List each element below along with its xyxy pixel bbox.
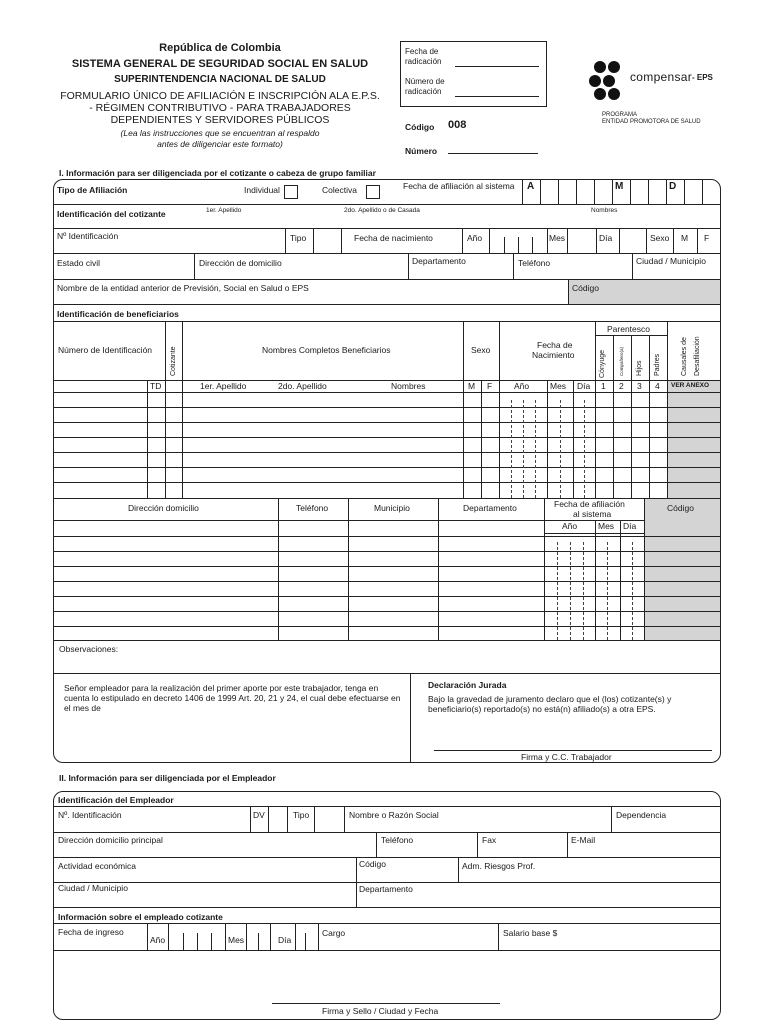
segundo-apellido-label: 2do. Apellido o de Casada <box>344 207 420 214</box>
emp-dia-label: Día <box>278 935 292 945</box>
emp-fax-label: Fax <box>482 835 497 845</box>
ben-padres-label: Padres <box>654 353 661 376</box>
declaracion-text: Bajo la gravedad de juramento declaro que el (los) cotizante(s) y beneficiario(s) reportado(s) no está(n) afiliado(s) a otra EPS. <box>428 694 672 714</box>
emp-email-label: E-Mail <box>571 835 596 845</box>
ben-apellido2-label: 2do. Apellido <box>278 381 327 391</box>
sexo-m-label: M <box>681 233 689 243</box>
primer-apellido-label: 1er. Apellido <box>206 207 242 214</box>
ben-p2-label: 2 <box>619 381 624 391</box>
ben-causales-label: Causales de <box>681 337 688 376</box>
colectiva-label: Colectiva <box>322 185 357 195</box>
logo-entidad: ENTIDAD PROMOTORA DE SALUD <box>602 119 701 125</box>
beneficiarios-title: Identificación de beneficiarios <box>57 309 179 319</box>
tipo-afiliacion-label: Tipo de Afiliación <box>57 185 128 195</box>
section-2-title: II. Información para ser diligenciada por el Empleador <box>59 773 276 783</box>
ben-m-label: M <box>468 381 476 391</box>
fecha-mes-m: M <box>615 181 624 192</box>
telefono-label: Teléfono <box>518 258 551 268</box>
emp-num-identificacion-label: Nº. Identificación <box>58 810 122 820</box>
ben-nombres-label: Nombres <box>391 381 426 391</box>
form-title-line-3: DEPENDIENTES Y SERVIDORES PÚBLICOS <box>110 114 330 126</box>
logo-suffix: - EPS <box>692 73 713 82</box>
ben-f-label: F <box>487 381 493 391</box>
emp-dv-label: DV <box>253 810 265 820</box>
individual-checkbox[interactable] <box>284 185 298 199</box>
fecha-anio-a: A <box>527 181 535 192</box>
ben-telefono-label: Teléfono <box>296 503 329 513</box>
info-empleado-label: Información sobre el empleado cotizante <box>58 912 223 922</box>
firma-trabajador-label: Firma y C.C. Trabajador <box>521 752 612 762</box>
dia-label: Día <box>599 233 613 243</box>
ben-afil-mes-label: Mes <box>598 521 615 531</box>
numero-radicacion-label-1: Número de <box>405 77 445 86</box>
firma-sello-label: Firma y Sello / Ciudad y Fecha <box>322 1006 439 1016</box>
observaciones-label[interactable]: Observaciones: <box>59 644 119 654</box>
section-1-frame <box>53 179 721 763</box>
ben-nombres-completos-label: Nombres Completos Beneficiarios <box>262 345 391 355</box>
section-1-title: I. Información para ser diligenciada por el cotizante o cabeza de grupo familiar <box>59 168 376 178</box>
sexo-f-label: F <box>704 233 710 243</box>
section-2-frame <box>53 791 721 1020</box>
ben-fecha-nacimiento-label-1: Fecha de <box>537 340 573 350</box>
ben-fecha-afiliacion-label-1: Fecha de afiliación <box>554 499 625 509</box>
ben-afil-dia-label: Día <box>623 521 637 531</box>
emp-actividad-economica-label: Actividad económica <box>58 861 136 871</box>
ben-numero-identificacion-label: Número de Identificación <box>58 345 153 355</box>
ben-apellido1-label: 1er. Apellido <box>200 381 247 391</box>
mes-label: Mes <box>549 233 566 243</box>
emp-dependencia-label: Dependencia <box>616 810 667 820</box>
nombres-label: Nombres <box>591 207 618 214</box>
ben-hijos-label: Hijos <box>636 360 643 376</box>
ben-direccion-domicilio-label: Dirección domicilio <box>128 503 199 513</box>
form-title-line-2: - RÉGIMEN CONTRIBUTIVO - PARA TRABAJADORES <box>89 102 351 114</box>
fecha-radicacion-label-1: Fecha de <box>405 47 439 56</box>
logo-programa: PROGRAMA <box>602 112 638 118</box>
form-title-line-1: FORMULARIO ÚNICO DE AFILIACIÓN E INSCRIPCIÓN ALA E.P.S. <box>60 90 380 102</box>
estado-civil-label: Estado civil <box>57 258 100 268</box>
ben-desafiliacion-label: Desafiliación <box>694 336 701 376</box>
emp-codigo-label: Código <box>359 859 386 869</box>
ben-conyuge-label: Cónyuge <box>599 349 606 378</box>
ben-td-label: TD <box>150 381 162 391</box>
ben-dia-label: Día <box>577 381 591 391</box>
system-title: SISTEMA GENERAL DE SEGURIDAD SOCIAL EN SALUD <box>71 58 369 70</box>
emp-telefono-label: Teléfono <box>381 835 414 845</box>
ben-p1-label: 1 <box>601 381 606 391</box>
emp-salario-base-label: Salario base $ <box>503 928 558 938</box>
ciudad-municipio-label: Ciudad / Municipio <box>636 256 706 266</box>
tipo-label: Tipo <box>290 233 307 243</box>
emp-direccion-principal-label: Dirección domicilio principal <box>58 835 163 845</box>
ben-departamento-label: Departamento <box>463 503 517 513</box>
ben-p4-label: 4 <box>655 381 660 391</box>
direccion-domicilio-label: Dirección de domicilio <box>199 258 282 268</box>
ben-anio-label: Año <box>514 381 530 391</box>
ben-ver-anexo-label[interactable]: VER ANEXO <box>671 382 710 389</box>
ben-fecha-nacimiento-label-2: Nacimiento <box>532 350 575 360</box>
fecha-radicacion-label-2: radicación <box>405 57 442 66</box>
emp-tipo-label: Tipo <box>293 810 310 820</box>
fecha-nacimiento-label: Fecha de nacimiento <box>354 233 433 243</box>
sexo-label: Sexo <box>650 233 670 243</box>
empleador-note: Señor empleador para la realización del primer aporte por este trabajador, tenga en cuenta lo estipulado en decreto 1406 de 1999 Art. 20, 21 y 24, el cual debe efectuarse en el mes de <box>64 683 401 713</box>
ben-companero-label: Compañero(a) <box>619 346 624 376</box>
identificacion-empleador-label: Identificación del Empleador <box>58 795 174 805</box>
emp-ciudad-municipio-label: Ciudad / Municipio <box>58 883 128 893</box>
declaracion-title: Declaración Jurada <box>428 680 507 690</box>
ben-codigo-label: Código <box>667 503 694 513</box>
ben-fecha-afiliacion-label-2: al sistema <box>573 509 612 519</box>
ben-sexo-label: Sexo <box>471 345 491 355</box>
codigo-entidad-label: Código <box>572 283 599 293</box>
numero-line[interactable] <box>448 153 538 154</box>
entidad-anterior-label: Nombre de la entidad anterior de Previsión, Social en Salud o EPS <box>57 283 309 293</box>
emp-anio-label: Año <box>150 935 166 945</box>
firma-sello-line[interactable] <box>272 1003 500 1004</box>
ben-p3-label: 3 <box>637 381 642 391</box>
compensar-logo <box>587 60 629 102</box>
instructions-note-2: antes de diligenciar este formato) <box>157 139 283 149</box>
ben-cotizante-label: Cotizante <box>170 346 177 376</box>
fecha-afiliacion-sistema-label: Fecha de afiliación al sistema <box>403 181 515 191</box>
ben-mes-label: Mes <box>550 381 567 391</box>
anio-label: Año <box>467 233 483 243</box>
firma-trabajador-line[interactable] <box>434 750 712 751</box>
codigo-value: 008 <box>448 119 467 131</box>
fecha-radicacion-line[interactable] <box>455 66 539 67</box>
instructions-note-1: (Lea las instrucciones que se encuentran al respaldo <box>120 128 320 138</box>
ben-parentesco-label: Parentesco <box>607 324 650 334</box>
emp-fecha-ingreso-label: Fecha de ingreso <box>58 927 124 937</box>
num-identificacion-label: Nº Identificación <box>57 231 119 241</box>
fecha-dia-d: D <box>669 181 677 192</box>
ben-afil-anio-label: Año <box>562 521 578 531</box>
country-title: República de Colombia <box>159 42 281 54</box>
identificacion-cotizante-label: Identificación del cotizante <box>57 209 166 219</box>
logo-brand: compensar <box>630 70 693 84</box>
codigo-label: Código <box>405 122 435 132</box>
numero-radicacion-line[interactable] <box>455 96 539 97</box>
colectiva-checkbox[interactable] <box>366 185 380 199</box>
superintendencia-title: SUPERINTENDENCIA NACIONAL DE SALUD <box>114 74 326 85</box>
emp-razon-social-label: Nombre o Razón Social <box>349 810 439 820</box>
individual-label: Individual <box>244 185 280 195</box>
emp-cargo-label: Cargo <box>322 928 346 938</box>
ben-municipio-label: Municipio <box>374 503 410 513</box>
departamento-label: Departamento <box>412 256 466 266</box>
numero-radicacion-label-2: radicación <box>405 87 442 96</box>
emp-adm-riesgos-label: Adm. Riesgos Prof. <box>462 861 536 871</box>
numero-label: Número <box>405 146 438 156</box>
emp-departamento-label: Departamento <box>359 884 413 894</box>
emp-mes-label: Mes <box>228 935 245 945</box>
